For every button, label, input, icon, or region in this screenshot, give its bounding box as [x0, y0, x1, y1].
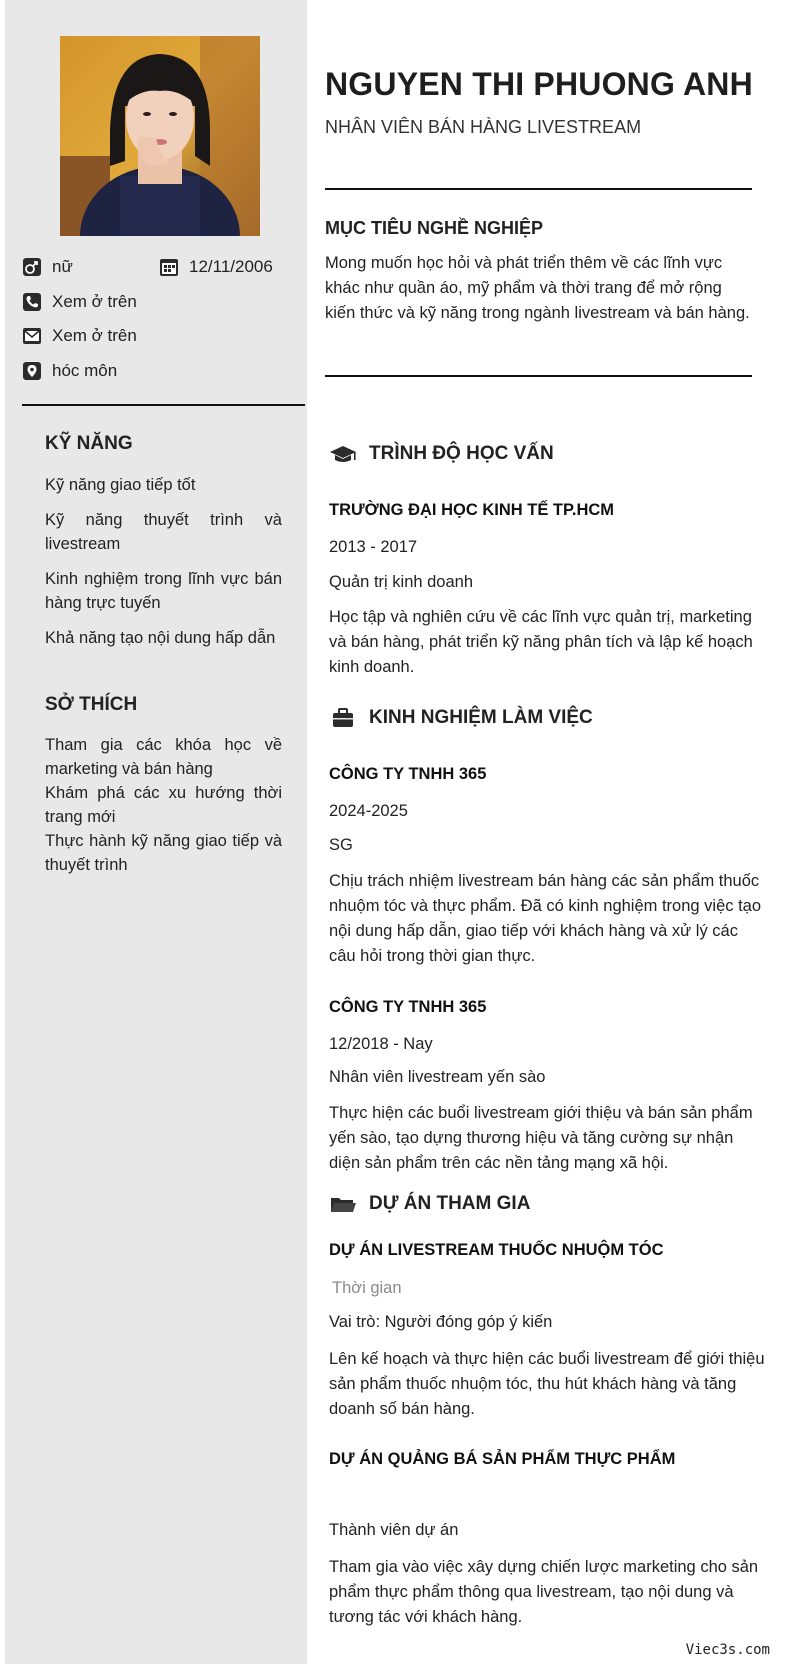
job-description: Chịu trách nhiệm livestream bán hàng các sản phẩm thuốc nhuộm tóc và thực phẩm. Đã có kinh nghiệm trong việc tạo nội dung hấp dẫn, giao tiếp với khách hàng và xử lý các câu hỏi trong thời gian thực.: [329, 872, 762, 965]
calendar-icon: [159, 257, 179, 277]
project-description: Lên kế hoạch và thực hiện các buổi livestream để giới thiệu sản phẩm thuốc nhuộm tóc, thu hút khách hàng và tăng doanh số bán hàng.: [329, 1350, 765, 1418]
sidebar: [5, 0, 307, 1664]
candidate-role: NHÂN VIÊN BÁN HÀNG LIVESTREAM: [325, 117, 642, 137]
hobby-item: Tham gia các khóa học về marketing và bán hàng: [45, 736, 282, 778]
graduation-cap-icon: [329, 443, 357, 465]
sidebar-divider: [22, 404, 305, 406]
education-title: TRÌNH ĐỘ HỌC VẤN: [369, 443, 554, 464]
education-period: 2013 - 2017: [329, 538, 418, 556]
main-content: [307, 0, 800, 1664]
birthday-value: 12/11/2006: [189, 257, 273, 276]
skills-list: [45, 473, 282, 661]
skill-item: Kỹ năng thuyết trình và livestream: [45, 511, 282, 553]
job-period: 12/2018 - Nay: [329, 1035, 433, 1053]
address-row: [22, 361, 117, 381]
hobbies-list: [45, 733, 282, 877]
phone-row: [22, 292, 137, 312]
hobby-item: Thực hành kỹ năng giao tiếp và thuyết trình: [45, 832, 282, 874]
candidate-name: NGUYEN THI PHUONG ANH: [325, 66, 753, 102]
objective-heading: MỤC TIÊU NGHỀ NGHIỆP: [325, 218, 544, 238]
hobbies-heading: SỞ THÍCH: [45, 694, 138, 715]
location-pin-icon: [22, 361, 42, 381]
gender-row: [22, 257, 73, 277]
project-description: Tham gia vào việc xây dựng chiến lược marketing cho sản phẩm thực phẩm thông qua livestream, tạo nội dung và tương tác với khách hàng.: [329, 1558, 759, 1626]
education-heading: [329, 443, 554, 465]
phone-icon: [22, 292, 42, 312]
job-company: CÔNG TY TNHH 365: [329, 998, 487, 1016]
phone-value: Xem ở trên: [52, 292, 137, 311]
skills-heading: KỸ NĂNG: [45, 433, 133, 454]
folder-icon: [329, 1193, 357, 1215]
experience-title: KINH NGHIỆM LÀM VIỆC: [369, 707, 593, 728]
objective-divider: [325, 375, 752, 377]
job-period: 2024-2025: [329, 802, 408, 820]
projects-title: DỰ ÁN THAM GIA: [369, 1193, 531, 1214]
project-name: DỰ ÁN QUẢNG BÁ SẢN PHẨM THỰC PHẨM: [329, 1450, 676, 1468]
gender-value: nữ: [52, 257, 73, 276]
project-role: Thành viên dự án: [329, 1521, 459, 1539]
project-role: Vai trò: Người đóng góp ý kiến: [329, 1313, 553, 1331]
education-major: Quản trị kinh doanh: [329, 573, 474, 591]
objective-text: Mong muốn học hỏi và phát triển thêm về các lĩnh vực khác như quần áo, mỹ phẩm và thời trang để mở rộng kiến thức và kỹ năng trong ngành livestream và bán hàng.: [325, 254, 750, 322]
address-value: hóc môn: [52, 361, 118, 380]
birthday-row: [159, 257, 273, 277]
job-description: Thực hiện các buổi livestream giới thiệu và bán sản phẩm yến sào, tạo dựng thương hiệu và tăng cường sự nhận diện sản phẩm trên các nền tảng mạng xã hội.: [329, 1104, 753, 1172]
email-row: [22, 326, 137, 346]
job-position: Nhân viên livestream yến sào: [329, 1068, 546, 1086]
watermark: Viec3s.com: [685, 1642, 770, 1658]
experience-heading: [329, 707, 593, 729]
header-divider: [325, 188, 752, 190]
job-company: CÔNG TY TNHH 365: [329, 765, 487, 783]
email-value: Xem ở trên: [52, 326, 137, 345]
skill-item: Khả năng tạo nội dung hấp dẫn: [45, 629, 276, 647]
projects-heading: [329, 1193, 530, 1215]
job-position: SG: [329, 836, 353, 854]
gender-icon: [22, 257, 42, 277]
education-description: Học tập và nghiên cứu về các lĩnh vực quản trị, marketing và bán hàng, phát triển kỹ năng phân tích và lập kế hoạch kinh doanh.: [329, 608, 753, 676]
project-name: DỰ ÁN LIVESTREAM THUỐC NHUỘM TÓC: [329, 1241, 664, 1259]
skill-item: Kỹ năng giao tiếp tốt: [45, 476, 196, 494]
skill-item: Kinh nghiệm trong lĩnh vực bán hàng trực tuyến: [45, 570, 282, 612]
hobby-item: Khám phá các xu hướng thời trang mới: [45, 784, 282, 826]
briefcase-icon: [329, 707, 357, 729]
profile-photo: [60, 36, 260, 236]
school-name: TRƯỜNG ĐẠI HỌC KINH TẾ TP.HCM: [329, 501, 615, 519]
mail-icon: [22, 326, 42, 346]
project-period: Thời gian: [332, 1279, 402, 1297]
